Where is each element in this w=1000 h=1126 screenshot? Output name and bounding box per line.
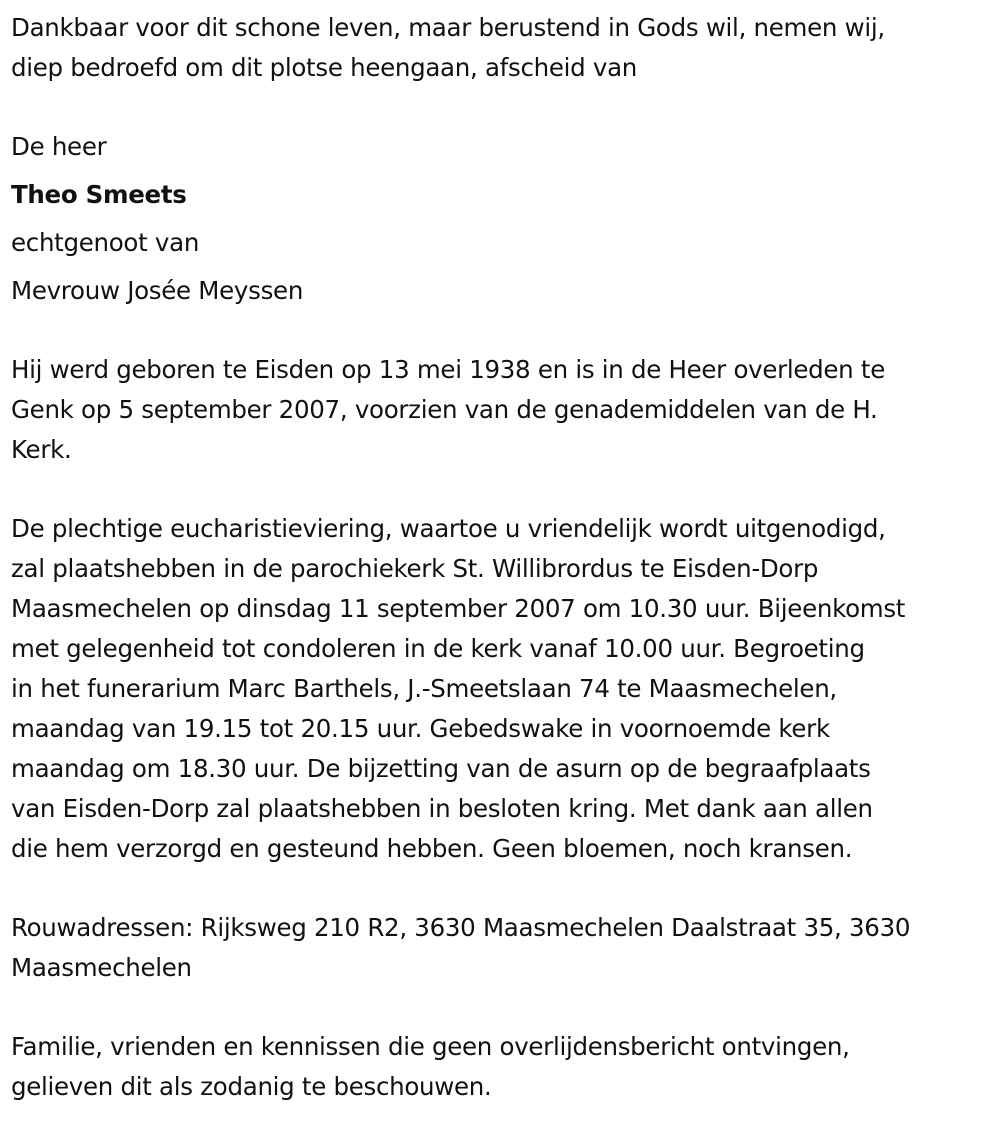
birth-death-line: Hij werd geboren te Eisden op 13 mei 1938 en is in de Heer overleden te [11, 355, 885, 384]
closing-line: Familie, vrienden en kennissen die geen overlijdensbericht ontvingen, [11, 1032, 850, 1061]
person-title: De heer [11, 132, 107, 161]
ceremony-line: maandag om 18.30 uur. De bijzetting van de asurn op de begraafplaats [11, 754, 871, 783]
intro-line: Dankbaar voor dit schone leven, maar berustend in Gods wil, nemen wij, [11, 13, 885, 42]
ceremony-line: met gelegenheid tot condoleren in de kerk vanaf 10.00 uur. Begroeting [11, 634, 865, 663]
ceremony-line: die hem verzorgd en gesteund hebben. Geen bloemen, noch kransen. [11, 834, 853, 863]
person-block [11, 127, 996, 311]
paragraph-gap [11, 470, 996, 509]
paragraph-gap [11, 311, 996, 350]
ceremony-line: van Eisden-Dorp zal plaatshebben in besloten kring. Met dank aan allen [11, 794, 873, 823]
addresses-line: Maasmechelen [11, 953, 192, 982]
birth-death-line: Kerk. [11, 435, 72, 464]
intro-paragraph [11, 8, 996, 88]
intro-line: diep bedroefd om dit plotse heengaan, afscheid van [11, 53, 638, 82]
spouse-name: Mevrouw Josée Meyssen [11, 276, 304, 305]
closing-paragraph [11, 1027, 996, 1107]
paragraph-gap [11, 88, 996, 127]
paragraph-gap [11, 988, 996, 1027]
ceremony-line: maandag van 19.15 tot 20.15 uur. Gebedswake in voornoemde kerk [11, 714, 830, 743]
person-relation: echtgenoot van [11, 228, 200, 257]
addresses-line: Rouwadressen: Rijksweg 210 R2, 3630 Maasmechelen Daalstraat 35, 3630 [11, 913, 911, 942]
ceremony-line: zal plaatshebben in de parochiekerk St. Willibrordus te Eisden-Dorp [11, 554, 819, 583]
ceremony-line: in het funerarium Marc Barthels, J.-Smeetslaan 74 te Maasmechelen, [11, 674, 837, 703]
addresses-paragraph [11, 908, 996, 988]
birth-death-paragraph [11, 350, 996, 470]
paragraph-gap [11, 869, 996, 908]
obituary-document [11, 8, 996, 1107]
ceremony-line: Maasmechelen op dinsdag 11 september 2007 om 10.30 uur. Bijeenkomst [11, 594, 906, 623]
ceremony-line: De plechtige eucharistieviering, waartoe u vriendelijk wordt uitgenodigd, [11, 514, 886, 543]
birth-death-line: Genk op 5 september 2007, voorzien van de genademiddelen van de H. [11, 395, 878, 424]
closing-line: gelieven dit als zodanig te beschouwen. [11, 1072, 492, 1101]
person-name: Theo Smeets [11, 180, 187, 209]
ceremony-paragraph [11, 509, 996, 869]
